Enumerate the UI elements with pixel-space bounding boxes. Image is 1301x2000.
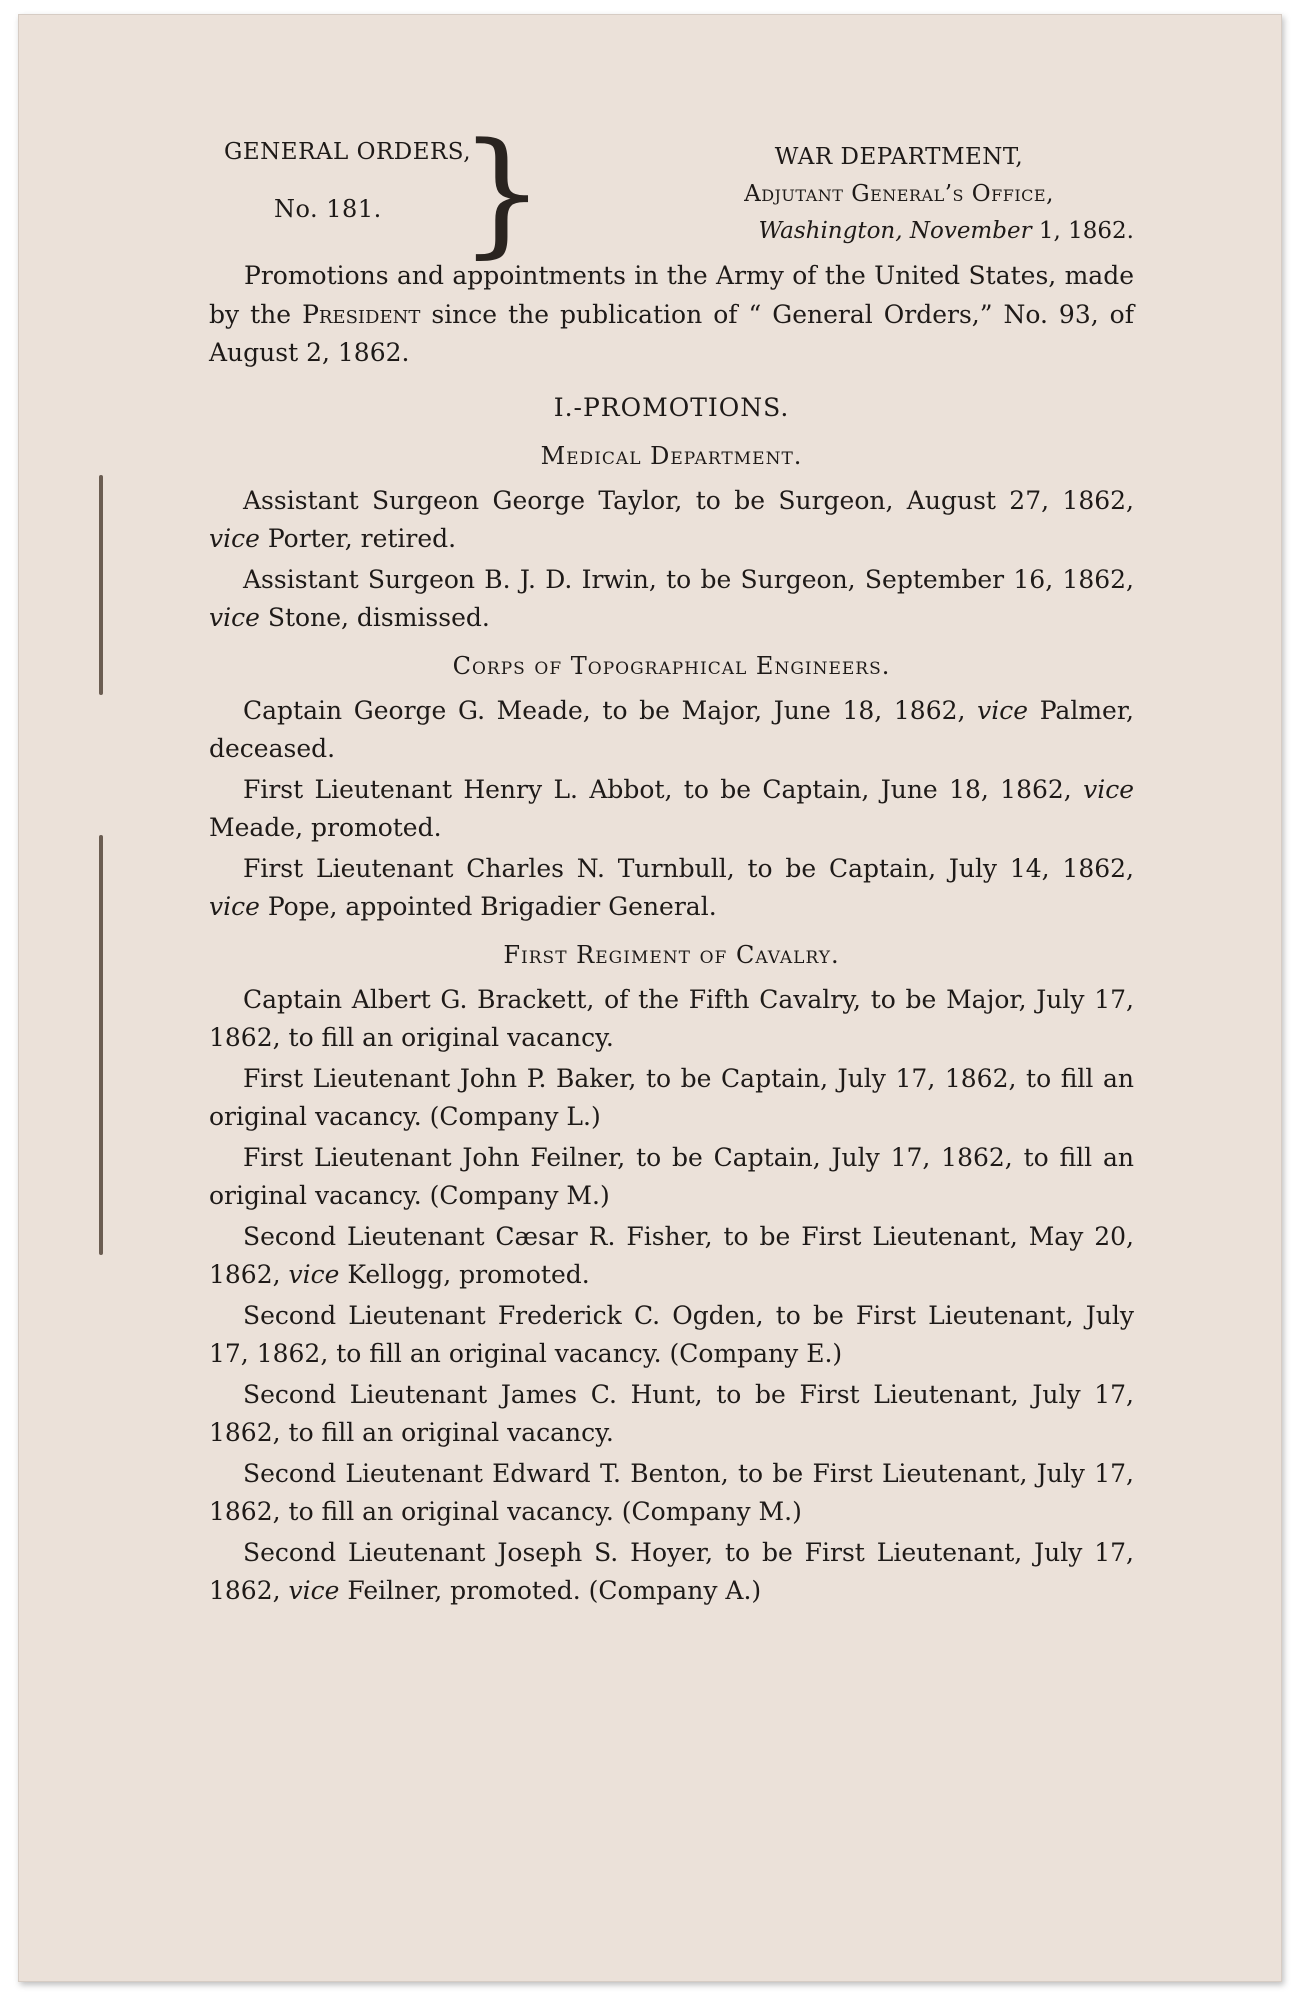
- promotion-entry: [209, 1534, 1134, 1611]
- war-department: WAR DEPARTMENT,: [774, 144, 1024, 170]
- department-title: First Regiment of Cavalry.: [503, 940, 840, 969]
- entry-text: First Lieutenant John P. Baker, to be Captain, July 17, 1862, to fill an original vacancy. (Company L.): [209, 1063, 1134, 1131]
- promotion-entry: [209, 561, 1134, 638]
- promotion-entry: [209, 692, 1134, 769]
- document-page: [18, 14, 1282, 1982]
- promotion-entry: [209, 850, 1134, 927]
- vice-word: vice: [977, 695, 1029, 725]
- entry-text: Captain Albert G. Brackett, of the Fifth Cavalry, to be Major, July 17, 1862, to fill an original vacancy.: [209, 984, 1134, 1052]
- adjutant-office: Adjutant General’s Office,: [744, 181, 1054, 207]
- section-title: I.-PROMOTIONS.: [553, 392, 790, 422]
- departments-list: [209, 442, 1134, 1611]
- issuing-office: [664, 139, 1134, 250]
- entry-rest: Pope, appointed Brigadier General.: [267, 892, 717, 921]
- entry-rest: Meade, promoted.: [209, 813, 442, 842]
- president-word: President: [302, 299, 421, 329]
- binding-mark: [99, 475, 103, 695]
- vice-word: vice: [288, 1576, 340, 1605]
- entry-rest: Palmer, deceased.: [209, 695, 1134, 763]
- intro-paragraph: [209, 257, 1134, 373]
- promotion-entry: [209, 981, 1134, 1058]
- promotion-entry: [209, 1139, 1134, 1216]
- entry-text: Assistant Surgeon B. J. D. Irwin, to be Surgeon, September 16, 1862,: [243, 564, 1134, 594]
- entry-rest: Feilner, promoted. (Company A.): [347, 1576, 762, 1605]
- binding-mark: [99, 835, 103, 1255]
- order-number: No. 181.: [274, 195, 382, 223]
- promotion-entry: [209, 1297, 1134, 1374]
- general-orders-label: GENERAL ORDERS,: [224, 139, 472, 165]
- entry-text: Second Lieutenant Joseph S. Hoyer, to be First Lieutenant, July 17, 1862,: [209, 1537, 1134, 1605]
- department-title: Corps of Topographical Engineers.: [452, 651, 891, 680]
- date-place: Washington, November: [758, 218, 1032, 244]
- promotion-entry: [209, 1455, 1134, 1532]
- promotion-entry: [209, 1060, 1134, 1137]
- brace-glyph: }: [459, 114, 545, 271]
- entry-rest: Kellogg, promoted.: [347, 1260, 590, 1289]
- promotion-entry: [209, 1376, 1134, 1453]
- vice-word: vice: [209, 892, 260, 921]
- vice-word: vice: [1083, 774, 1134, 804]
- entry-text: Captain George G. Meade, to be Major, June 18, 1862,: [243, 695, 966, 725]
- entry-text: Second Lieutenant Frederick C. Ogden, to be First Lieutenant, July 17, 1862, to fill an original vacancy. (Company E.): [209, 1300, 1134, 1368]
- entry-text: First Lieutenant John Feilner, to be Captain, July 17, 1862, to fill an original vacancy. (Company M.): [209, 1142, 1134, 1210]
- promotion-entry: [209, 771, 1134, 848]
- entry-text: First Lieutenant Henry L. Abbot, to be Captain, June 18, 1862,: [243, 774, 1072, 804]
- order-header: [209, 114, 1134, 271]
- order-date: [664, 213, 1134, 250]
- document-content: [209, 114, 1134, 1613]
- entry-text: Second Lieutenant Cæsar R. Fisher, to be First Lieutenant, May 20, 1862,: [209, 1221, 1134, 1289]
- vice-word: vice: [288, 1260, 340, 1289]
- promotion-entry: [209, 1218, 1134, 1295]
- vice-word: vice: [209, 524, 260, 553]
- intro-text-cont: since the publication of “ General Orders,” No. 93, of August 2, 1862.: [209, 299, 1134, 367]
- department-title: Medical Department.: [540, 441, 803, 470]
- date-value: 1, 1862.: [1038, 218, 1134, 244]
- entry-rest: Stone, dismissed.: [267, 603, 490, 632]
- intro-text: Promotions and appointments in the Army of the United States, made by the: [209, 261, 1134, 329]
- entry-text: Second Lieutenant Edward T. Benton, to be First Lieutenant, July 17, 1862, to fill an original vacancy. (Company M.): [209, 1458, 1134, 1526]
- promotion-entry: [209, 482, 1134, 559]
- entry-text: Assistant Surgeon George Taylor, to be Surgeon, August 27, 1862,: [243, 485, 1134, 515]
- vice-word: vice: [209, 603, 260, 632]
- entry-text: Second Lieutenant James C. Hunt, to be First Lieutenant, July 17, 1862, to fill an original vacancy.: [209, 1379, 1134, 1447]
- entry-rest: Porter, retired.: [267, 524, 457, 553]
- entry-text: First Lieutenant Charles N. Turnbull, to be Captain, July 14, 1862,: [243, 853, 1134, 883]
